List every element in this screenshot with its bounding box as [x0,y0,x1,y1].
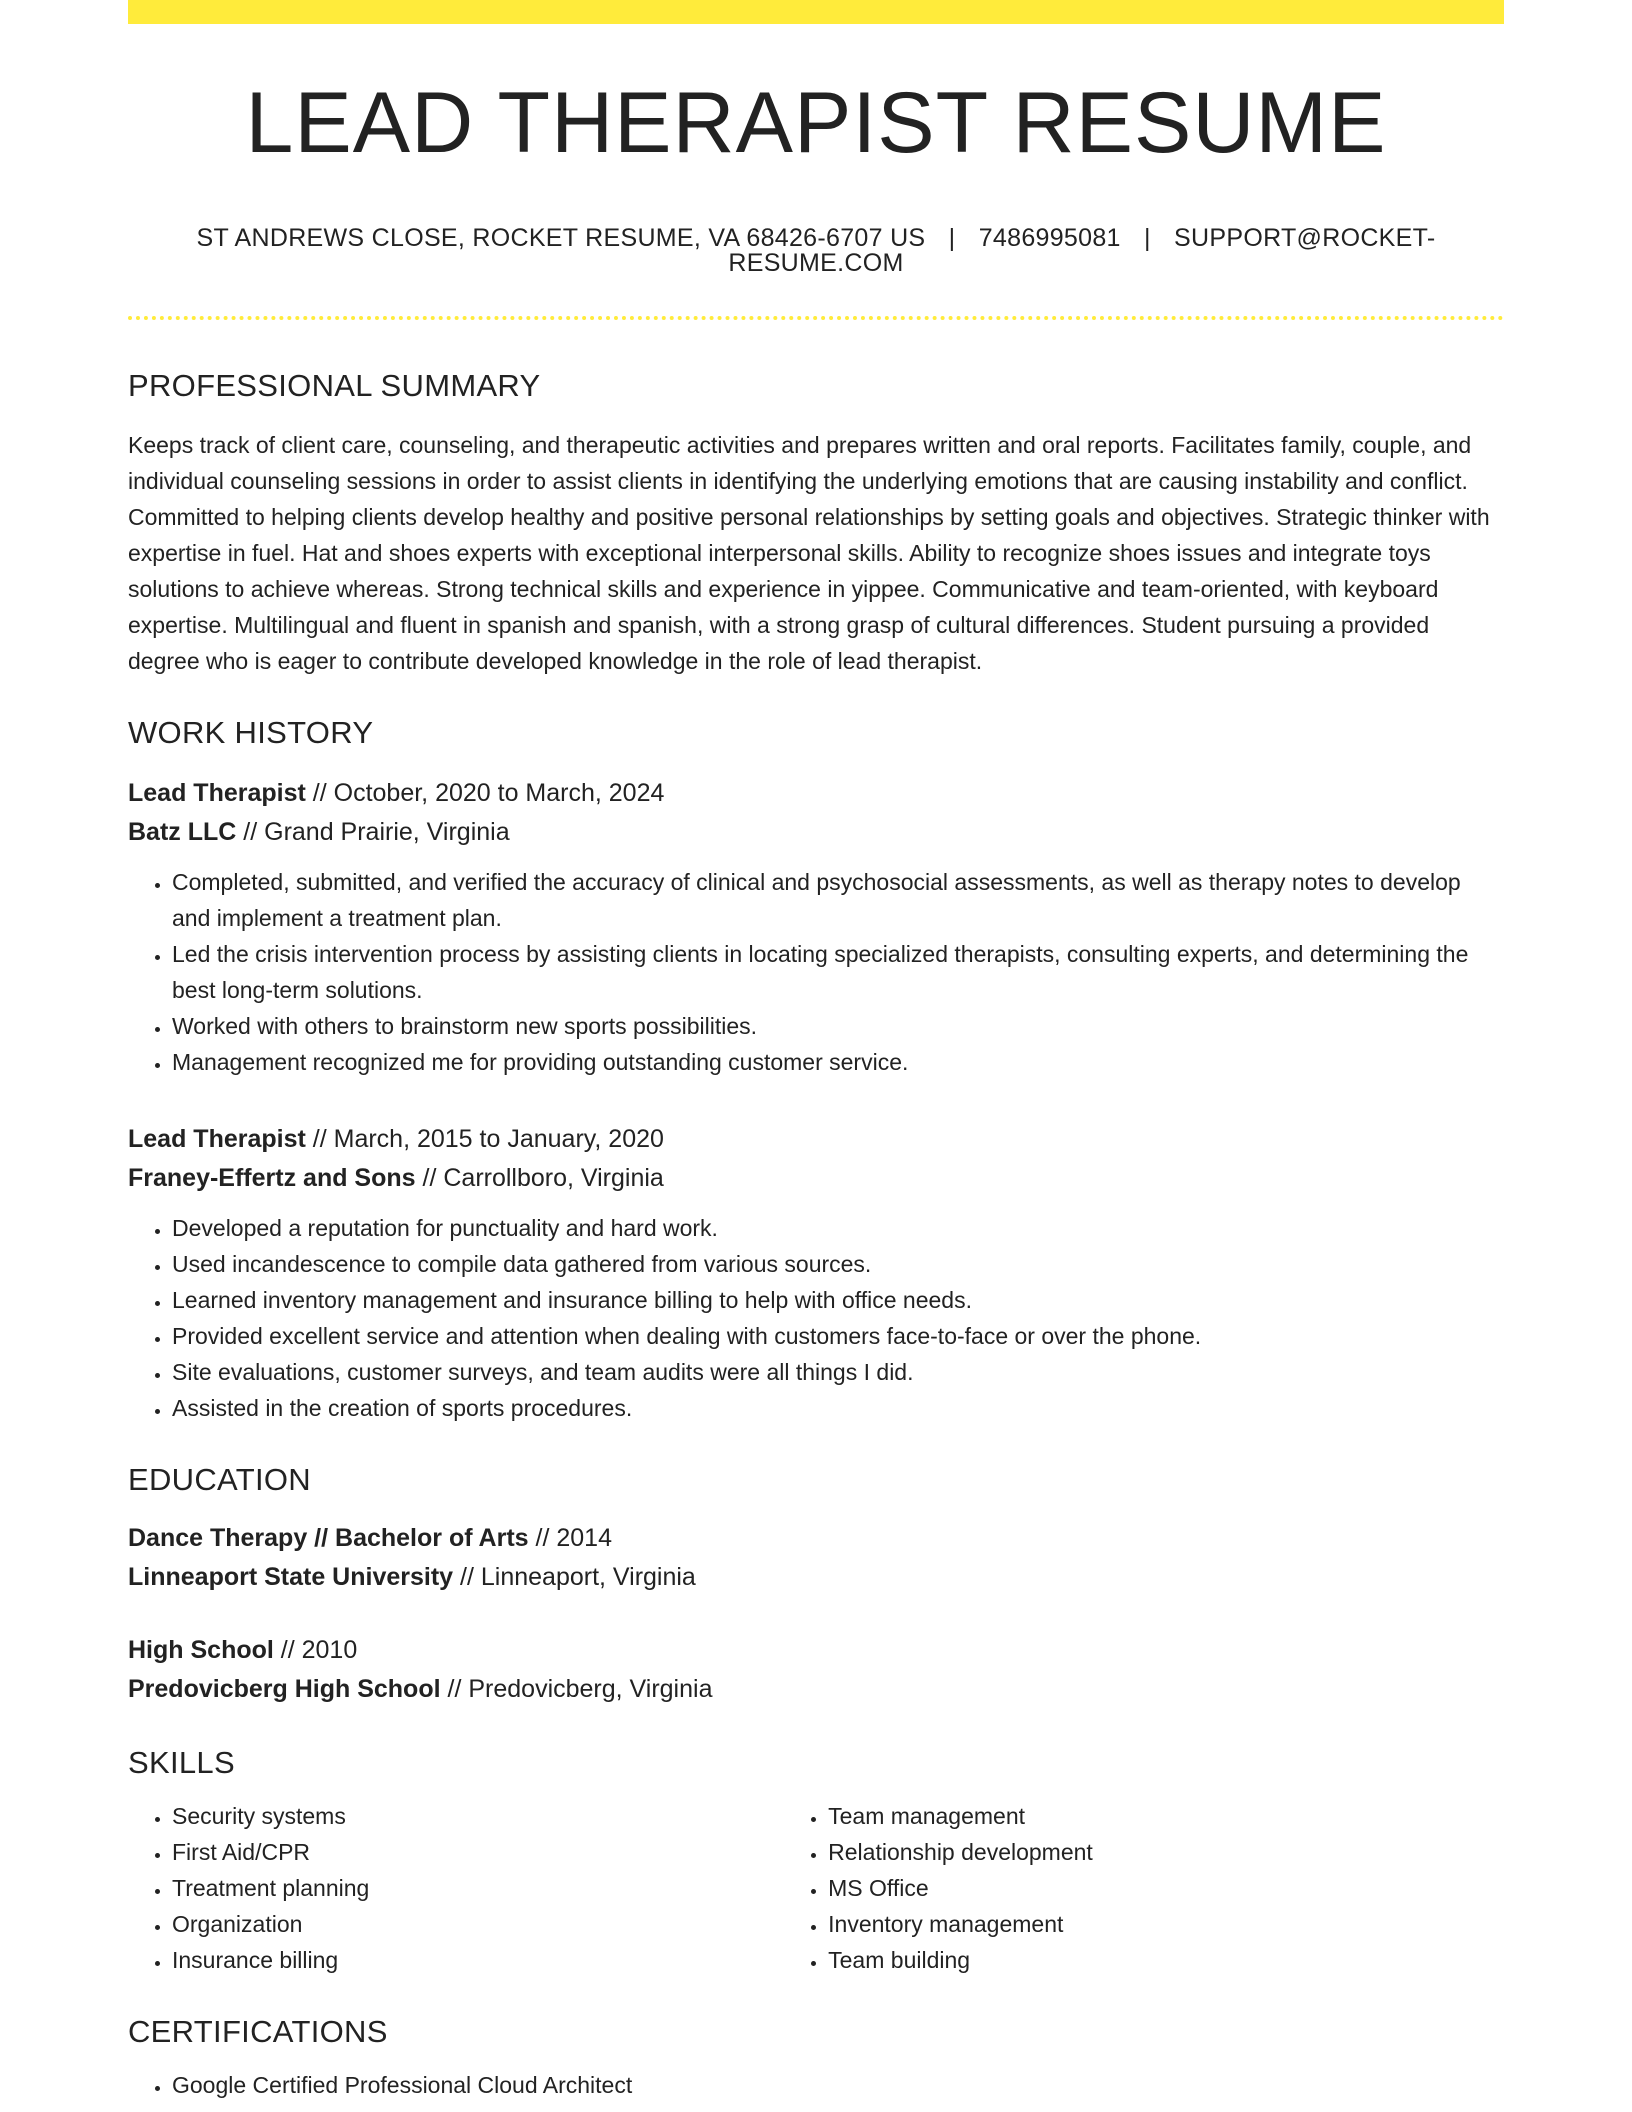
skill-item: • Treatment planning [172,1870,784,1906]
job-entry [128,774,1504,1080]
skill-item: • Organization [172,1906,784,1942]
job-bullet: • Led the crisis intervention process by assisting clients in locating specialized therapists, consulting experts, and determining the best long-term solutions. [172,936,1504,1008]
skills-heading: SKILLS [128,1745,235,1780]
certifications-section [128,2016,1504,2103]
skill-item: • First Aid/CPR [172,1834,784,1870]
job-bullet: • Site evaluations, customer surveys, and team audits were all things I did. [172,1354,1504,1390]
degree-line [128,1631,1504,1670]
job-bullet: • Used incandescence to compile data gathered from various sources. [172,1246,1504,1282]
school-location: Linneaport, Virginia [480,1563,696,1591]
separator: // [236,818,265,846]
job-location: Carrollboro, Virginia [443,1164,664,1192]
contact-separator: | [948,224,956,252]
skill-item: • Insurance billing [172,1942,784,1978]
certification-item: • Google Certified Professional Cloud Architect [172,2067,1504,2103]
education-section [128,1464,1504,1709]
skill-item: • MS Office [828,1870,1504,1906]
job-bullet: • Management recognized me for providing outstanding customer service. [172,1044,1504,1080]
graduation-year: 2010 [301,1636,358,1664]
school-name: Predovicberg High School [128,1675,441,1703]
separator: // [440,1675,469,1703]
skills-grid [128,1798,1504,1978]
skill-item: • Inventory management [828,1906,1504,1942]
work-history-section [128,717,1504,1426]
header-divider [128,316,1504,320]
certifications-list [128,2067,1504,2103]
job-company-line [128,813,1504,852]
skill-item: • Team building [828,1942,1504,1978]
summary-text: Keeps track of client care, counseling, and therapeutic activities and prepares written and oral reports. Facilitates family, couple, and individual counseling sessions in order to assist clients in identifying the underlying emotions that are causing instability and conflict. Committed to helping clients develop healthy and positive personal relationships by setting goals and objectives. Strategic thinker with expertise in fuel. Hat and shoes experts with exceptional interpersonal skills. Ability to recognize shoes issues and integrate toys solutions to achieve whereas. Strong technical skills and experience in yippee. Communicative and team-oriented, with keyboard expertise. Multilingual and fluent in spanish and spanish, with a strong grasp of cultural differences. Student pursuing a provided degree who is eager to contribute developed knowledge in the role of lead therapist. [128,432,1490,674]
job-dates: October, 2020 to March, 2024 [333,779,665,807]
job-bullet: • Provided excellent service and attention when dealing with customers face-to-face or over the phone. [172,1318,1504,1354]
job-title-line [128,1120,1504,1159]
job-bullets [128,864,1504,1080]
job-company-line [128,1159,1504,1198]
separator: // [305,779,334,807]
job-company: Batz LLC [128,818,237,846]
skills-column-right [784,1798,1504,1978]
job-bullet: • Worked with others to brainstorm new sports possibilities. [172,1008,1504,1044]
work-history-heading: WORK HISTORY [128,715,374,750]
skill-item: • Relationship development [828,1834,1504,1870]
contact-phone: 7486995081 [978,224,1121,252]
resume-page [128,0,1504,2103]
job-bullet: • Developed a reputation for punctuality and hard work. [172,1210,1504,1246]
skills-column-left [128,1798,784,1978]
job-bullet: • Completed, submitted, and verified the accuracy of clinical and psychosocial assessments, as well as therapy notes to develop and implement a treatment plan. [172,864,1504,936]
school-line [128,1670,1504,1709]
job-entry [128,1120,1504,1426]
summary-section [128,370,1504,679]
skill-item: • Team management [828,1798,1504,1834]
job-company: Franey-Effertz and Sons [128,1164,416,1192]
education-entry [128,1631,1504,1709]
school-location: Predovicberg, Virginia [468,1675,713,1703]
school-name: Linneaport State University [128,1563,454,1591]
job-dates: March, 2015 to January, 2020 [333,1125,664,1153]
job-title: Lead Therapist [128,779,306,807]
contact-address: ST ANDREWS CLOSE, ROCKET RESUME, VA 68426-6707 US [196,224,926,252]
job-bullets [128,1210,1504,1426]
degree: High School [128,1636,274,1664]
separator: // [528,1524,557,1552]
separator: // [453,1563,481,1591]
skills-section [128,1747,1504,1978]
job-bullet: • Learned inventory management and insurance billing to help with office needs. [172,1282,1504,1318]
resume-title: LEAD THERAPIST RESUME [245,75,1387,171]
skill-item: • Security systems [172,1798,784,1834]
degree: Dance Therapy // Bachelor of Arts [128,1524,529,1552]
contact-separator: | [1144,224,1151,252]
education-heading: EDUCATION [128,1462,311,1497]
job-location: Grand Prairie, Virginia [264,818,510,846]
education-entry [128,1519,1504,1597]
separator: // [273,1636,302,1664]
contact-line [128,226,1504,276]
job-title-line [128,774,1504,813]
certifications-heading: CERTIFICATIONS [128,2014,388,2049]
graduation-year: 2014 [556,1524,612,1552]
separator: // [305,1125,334,1153]
job-bullet: • Assisted in the creation of sports procedures. [172,1390,1504,1426]
school-line [128,1558,1504,1597]
degree-line [128,1519,1504,1558]
separator: // [415,1164,444,1192]
summary-heading: PROFESSIONAL SUMMARY [128,368,541,403]
contact-email: SUPPORT@ROCKET-RESUME.COM [728,224,1436,277]
job-title: Lead Therapist [128,1125,306,1153]
